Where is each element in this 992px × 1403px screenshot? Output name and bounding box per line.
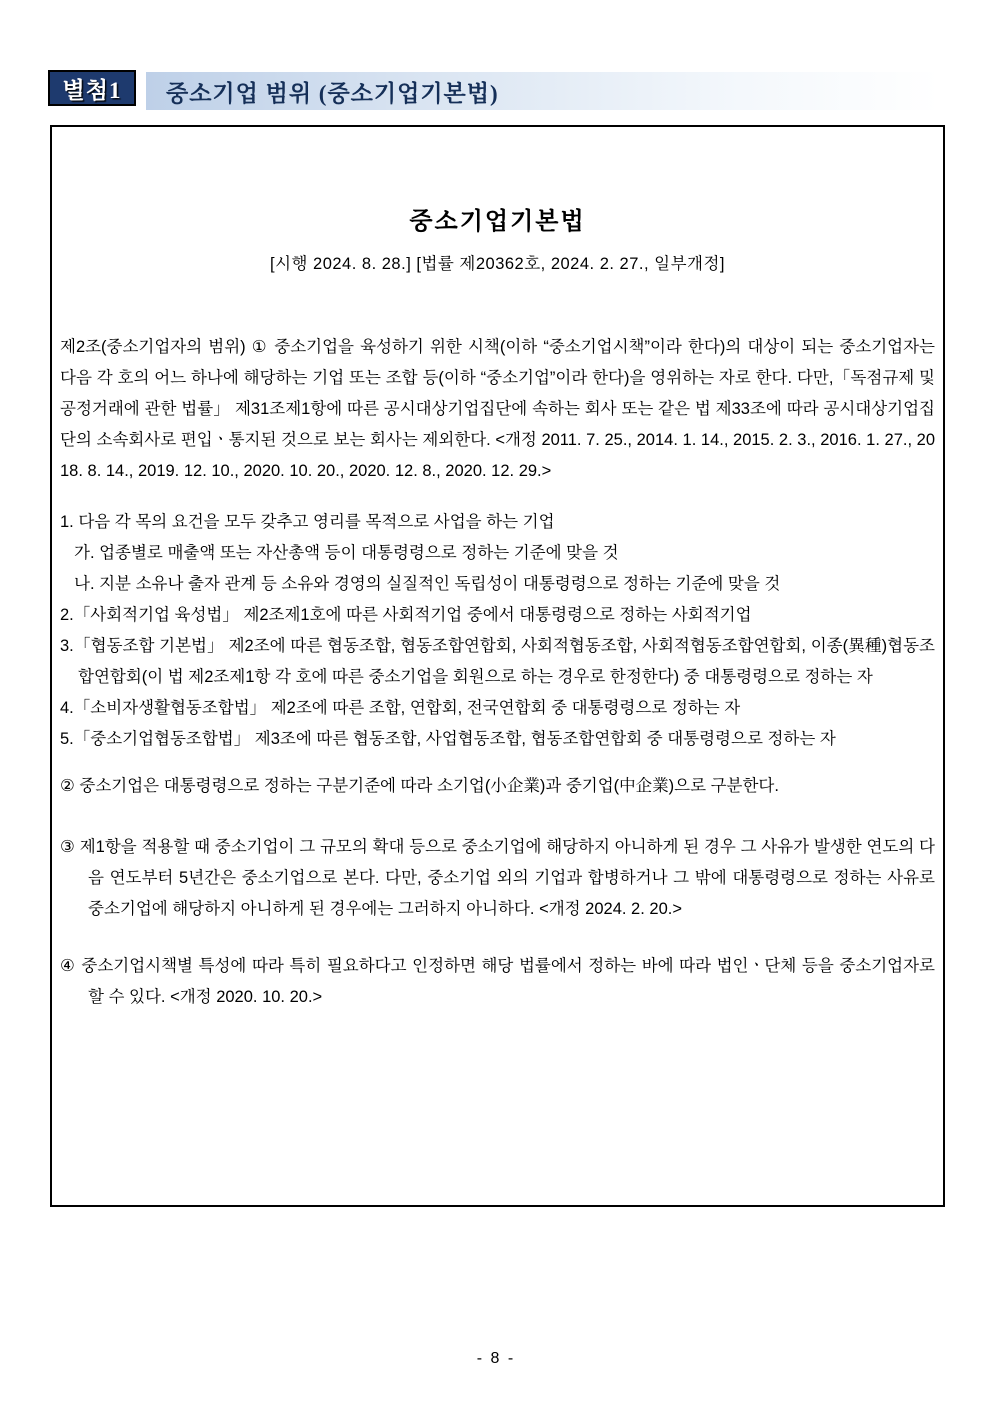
clause-3: 3.「협동조합 기본법」 제2조에 따른 협동조합, 협동조합연합회, 사회적협동조합, 사회적협동조합연합회, 이종(異種)협동조합연합회(이 법 제2조제1항 각 호에 따른 중소기업을 회원으로 하는 경우로 한정한다) 중 대통령령으로 정하는 자 (60, 637, 935, 686)
page-number: - 8 - (476, 1350, 516, 1367)
clause-1-na: 나. 지분 소유나 출자 관계 등 소유와 경영의 실질적인 독립성이 대통령령으로 정하는 기준에 맞을 것 (74, 575, 781, 593)
clause-4: 4.「소비자생활협동조합법」 제2조에 따른 조합, 연합회, 전국연합회 중 대통령령으로 정하는 자 (60, 699, 741, 717)
article-2-paragraph-3: ③ 제1항을 적용할 때 중소기업이 그 규모의 확대 등으로 중소기업에 해당하지 아니하게 된 경우 그 사유가 발생한 연도의 다음 연도부터 5년간은 중소기업으로 본다. 다만, 중소기업 외의 기업과 합병하거나 그 밖에 대통령령으로 정하는 사유로 중소기업에 해당하지 아니하게 된 경우에는 그러하지 아니하다. <개정 2024. 2. 20.> (60, 838, 935, 918)
section-title: 중소기업 범위 (중소기업기본법) (166, 80, 499, 106)
attachment-badge: 별첨1 (48, 70, 136, 106)
law-enforcement-info: [시행 2024. 8. 28.] [법률 제20362호, 2024. 2. 27., 일부개정] (269, 255, 725, 273)
clause-1: 1. 다음 각 목의 요건을 모두 갖추고 영리를 목적으로 사업을 하는 기업 (60, 513, 555, 531)
article-2-paragraph-2: ② 중소기업은 대통령령으로 정하는 구분기준에 따라 소기업(小企業)과 중기업(中企業)으로 구분한다. (60, 777, 779, 795)
law-text-box (50, 125, 945, 1207)
article-2-intro: 제2조(중소기업자의 범위) ① 중소기업을 육성하기 위한 시책(이하 “중소기업시책”이라 한다)의 대상이 되는 중소기업자는 다음 각 호의 어느 하나에 해당하는 기업 또는 조합 등(이하 “중소기업”이라 한다)을 영위하는 자로 한다. 다만,「독점규제 및 공정거래에 관한 법률」 제31조제1항에 따른 공시대상기업집단에 속하는 회사 또는 같은 법 제33조에 따라 공시대상기업집단의 소속회사로 편입ㆍ통지된 것으로 보는 회사는 제외한다. <개정 2011. 7. 25., 2014. 1. 14., 2015. 2. 3., 2016. 1. 27., 2018. 8. 14., 2019. 12. 10., 2020. 10. 20., 2020. 12. 8., 2020. 12. 29.> (60, 338, 935, 480)
clause-1-ga: 가. 업종별로 매출액 또는 자산총액 등이 대통령령으로 정하는 기준에 맞을 것 (74, 544, 619, 562)
article-2-clause-list (60, 507, 935, 755)
article-2-paragraph-4: ④ 중소기업시책별 특성에 따라 특히 필요하다고 인정하면 해당 법률에서 정하는 바에 따라 법인ㆍ단체 등을 중소기업자로 할 수 있다. <개정 2020. 10. 20.> (60, 957, 935, 1006)
clause-2: 2.「사회적기업 육성법」 제2조제1호에 따른 사회적기업 중에서 대통령령으로 정하는 사회적기업 (60, 606, 752, 624)
law-body (60, 332, 935, 1013)
law-title: 중소기업기본법 (409, 208, 586, 235)
section-header-bar (146, 72, 940, 110)
clause-5: 5.「중소기업협동조합법」 제3조에 따른 협동조합, 사업협동조합, 협동조합연합회 중 대통령령으로 정하는 자 (60, 730, 836, 748)
